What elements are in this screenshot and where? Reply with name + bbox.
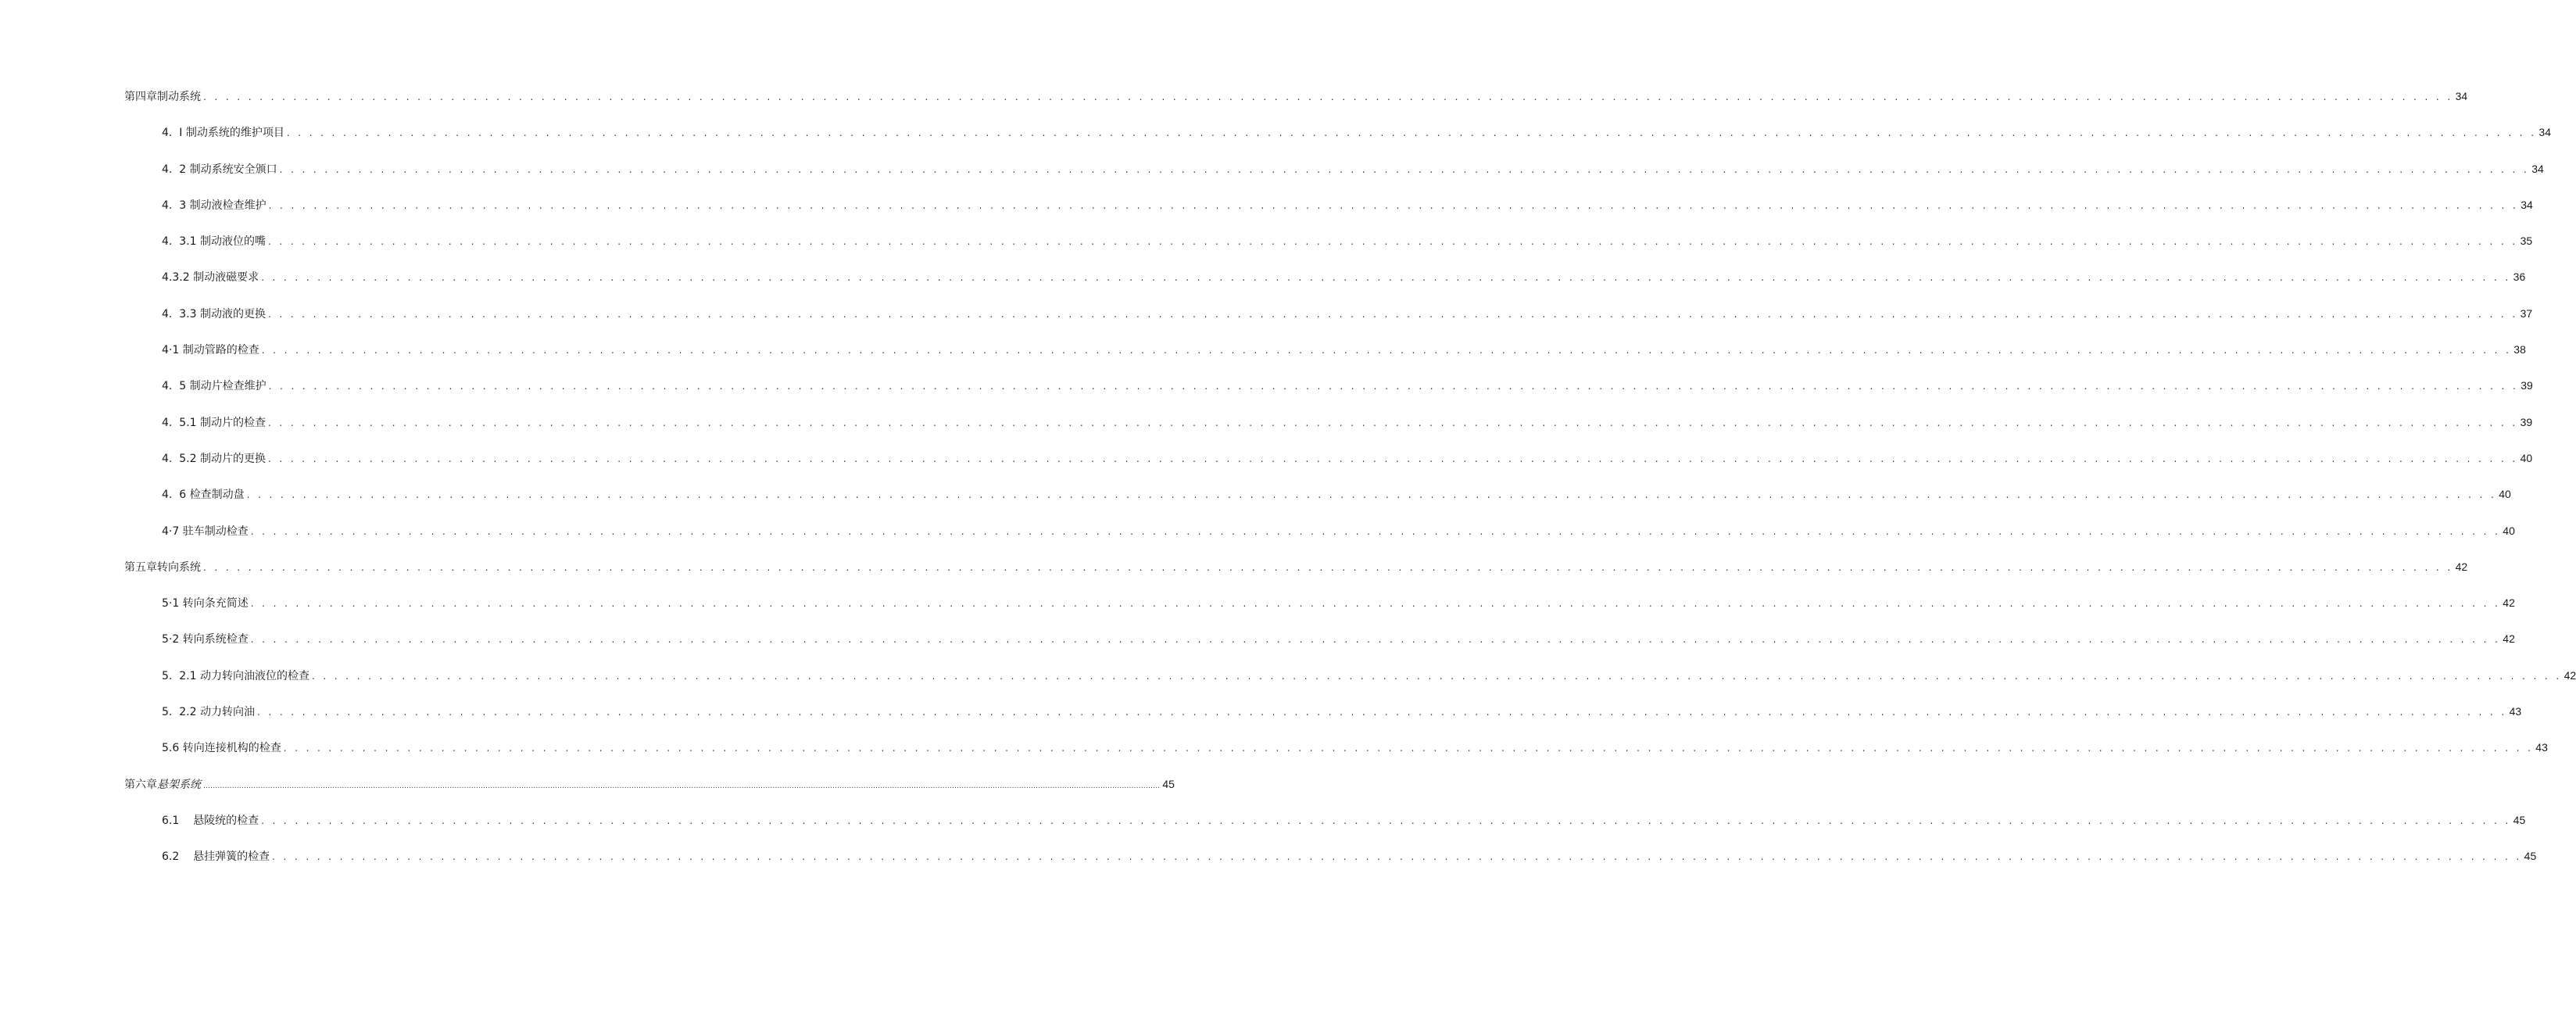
toc-page-number: 34	[2455, 90, 2468, 102]
toc-entry-title	[162, 306, 266, 323]
toc-section-row[interactable]	[0, 414, 2533, 449]
toc-section-row[interactable]	[0, 703, 2522, 739]
toc-section-row[interactable]	[0, 377, 2533, 413]
toc-section-row[interactable]	[0, 160, 2544, 196]
toc-entry-title	[162, 161, 277, 178]
toc-entry-title	[162, 595, 249, 612]
toc-entry-line	[162, 377, 2533, 394]
toc-entry-title-main: 5.6 转向连接机构的检查	[162, 742, 281, 755]
toc-section-row[interactable]	[0, 485, 2511, 521]
toc-page-number: 34	[2521, 198, 2533, 211]
toc-entry-title-main: 4. 3.3 制动液的更换	[162, 307, 266, 320]
toc-dot-leader: . . . . . . . . . . . . . . . . . . . . . . . . . . . . . . . . . . . . . . . . . . . . . . . . . . . . . . . . . . . . . . . . . . . . . . . . . . . . . . . . . . . . . . . . . . . . . . . . . . . . . . . . . . . . . . . . . . . . . . . . . . . . . . . . . . . . . . . . . . . . . . . . . . . . . . . . . . . . . . . . . . . . . . . . . . . . . . . . . . . . . . . . . . . . . . . . . . . . . . . .	[250, 598, 2501, 610]
toc-entry-title-main: 4. 2 制动系统安全颁口	[162, 163, 277, 176]
toc-section-row[interactable]	[0, 811, 2526, 847]
toc-entry-line	[162, 449, 2533, 467]
toc-page-number: 40	[2520, 451, 2533, 464]
toc-dot-leader: . . . . . . . . . . . . . . . . . . . . . . . . . . . . . . . . . . . . . . . . . . . . . . . . . . . . . . . . . . . . . . . . . . . . . . . . . . . . . . . . . . . . . . . . . . . . . . . . . . . . . . . . . . . . . . . . . . . . . . . . . . . . . . . . . . . . . . . . . . . . . . . . . . . . . . . . . . . . . . . . . . . . . . . . . . . . . . . . . . . . . . . . . . . . . . . . . . . . . . . .	[268, 381, 2519, 392]
toc-page-number: 34	[2538, 126, 2551, 139]
toc-entry-title-main: 第四章制动系统	[124, 91, 201, 103]
toc-page-number: 42	[2563, 668, 2576, 682]
toc-page-number: 39	[2520, 415, 2533, 428]
toc-entry-line	[162, 232, 2533, 249]
toc-dot-leader: . . . . . . . . . . . . . . . . . . . . . . . . . . . . . . . . . . . . . . . . . . . . . . . . . . . . . . . . . . . . . . . . . . . . . . . . . . . . . . . . . . . . . . . . . . . . . . . . . . . . . . . . . . . . . . . . . . . . . . . . . . . . . . . . . . . . . . . . . . . . . . . . . . . . . . . . . . . . . . . . . . . . . . . . . . . . . . . . . . . . . . . . . . . . . . . . . . . . . . . .	[261, 815, 2511, 826]
toc-dot-leader: . . . . . . . . . . . . . . . . . . . . . . . . . . . . . . . . . . . . . . . . . . . . . . . . . . . . . . . . . . . . . . . . . . . . . . . . . . . . . . . . . . . . . . . . . . . . . . . . . . . . . . . . . . . . . . . . . . . . . . . . . . . . . . . . . . . . . . . . . . . . . . . . . . . . . . . . . . . . . . . . . . . . . . . . . . . . . . . . . . . . . . . . . . . . . . . . . . . . . . . .	[261, 272, 2511, 284]
toc-dot-leader: . . . . . . . . . . . . . . . . . . . . . . . . . . . . . . . . . . . . . . . . . . . . . . . . . . . . . . . . . . . . . . . . . . . . . . . . . . . . . . . . . . . . . . . . . . . . . . . . . . . . . . . . . . . . . . . . . . . . . . . . . . . . . . . . . . . . . . . . . . . . . . . . . . . . . . . . . . . . . . . . . . . . . . . . . . . . . . . . . . . . . . . . . . . . . . . . . . . . . . . .	[267, 453, 2518, 464]
toc-page-number: 36	[2513, 270, 2526, 284]
toc-section-row[interactable]	[0, 268, 2526, 304]
toc-section-row[interactable]	[0, 196, 2533, 232]
toc-section-row[interactable]	[0, 522, 2515, 558]
toc-dot-leader: ................................................................................................................................................................................................................................................................................................................................................................................................................	[203, 782, 1161, 790]
toc-entry-line	[124, 88, 2468, 105]
toc-page-number: 38	[2513, 343, 2526, 356]
toc-page-number: 39	[2521, 379, 2533, 392]
toc-page-number: 37	[2520, 306, 2533, 320]
toc-dot-leader: . . . . . . . . . . . . . . . . . . . . . . . . . . . . . . . . . . . . . . . . . . . . . . . . . . . . . . . . . . . . . . . . . . . . . . . . . . . . . . . . . . . . . . . . . . . . . . . . . . . . . . . . . . . . . . . . . . . . . . . . . . . . . . . . . . . . . . . . . . . . . . . . . . . . . . . . . . . . . . . . . . . . . . . . . . . . . . . . . . . . . . . . . . . . . . . . . . . . . . . .	[272, 851, 2522, 863]
toc-dot-leader: . . . . . . . . . . . . . . . . . . . . . . . . . . . . . . . . . . . . . . . . . . . . . . . . . . . . . . . . . . . . . . . . . . . . . . . . . . . . . . . . . . . . . . . . . . . . . . . . . . . . . . . . . . . . . . . . . . . . . . . . . . . . . . . . . . . . . . . . . . . . . . . . . . . . . . . . . . . . . . . . . . . . . . . . . . . . . . . . . . . . . . . . . . . . . . . . . . . . . . . .	[246, 489, 2497, 501]
toc-entry-title	[162, 378, 267, 395]
toc-entry-title	[162, 486, 245, 503]
toc-page-number: 45	[2524, 850, 2537, 863]
toc-page-number: 34	[2531, 162, 2544, 175]
toc-entry-title	[162, 414, 266, 432]
toc-entry-line	[162, 522, 2515, 539]
toc-entry-line	[162, 630, 2515, 647]
toc-entry-line	[162, 667, 2576, 684]
toc-entry-title-main: 4·7 驻车制动检查	[162, 525, 249, 538]
toc-entry-title	[162, 704, 255, 721]
toc-entry-title-main: 5·1 转向条充简述	[162, 597, 249, 611]
toc-entry-title-main: 5. 2.1 动力转向油液位的检查	[162, 669, 309, 682]
toc-entry-title-main: 4. 3.1 制动液位的嘴	[162, 235, 266, 249]
toc-entry-title-main: 4. I 制动系统的维护项目	[162, 127, 284, 140]
toc-dot-leader: . . . . . . . . . . . . . . . . . . . . . . . . . . . . . . . . . . . . . . . . . . . . . . . . . . . . . . . . . . . . . . . . . . . . . . . . . . . . . . . . . . . . . . . . . . . . . . . . . . . . . . . . . . . . . . . . . . . . . . . . . . . . . . . . . . . . . . . . . . . . . . . . . . . . . . . . . . . . . . . . . . . . . . . . . . . . . . . . . . . . . . . . . . . . . . . . . . . . . . . .	[267, 308, 2518, 320]
toc-section-row[interactable]	[0, 667, 2576, 703]
toc-page-number: 35	[2520, 235, 2533, 248]
toc-entry-title-italic: 悬架系统	[157, 778, 201, 791]
toc-dot-leader: . . . . . . . . . . . . . . . . . . . . . . . . . . . . . . . . . . . . . . . . . . . . . . . . . . . . . . . . . . . . . . . . . . . . . . . . . . . . . . . . . . . . . . . . . . . . . . . . . . . . . . . . . . . . . . . . . . . . . . . . . . . . . . . . . . . . . . . . . . . . . . . . . . . . . . . . . . . . . . . . . . . . . . . . . . . . . . . . . . . . . . . . . . . . . . . . . . . . . . . .	[268, 199, 2519, 211]
toc-page-number: 45	[2513, 813, 2526, 826]
toc-page-number: 40	[2503, 524, 2515, 537]
toc-section-row[interactable]	[0, 739, 2548, 775]
toc-entry-line	[162, 196, 2533, 213]
toc-entry-title	[162, 269, 259, 286]
toc-entry-title-main: 第六章	[124, 778, 157, 791]
toc-section-row[interactable]	[0, 449, 2533, 485]
toc-dot-leader: . . . . . . . . . . . . . . . . . . . . . . . . . . . . . . . . . . . . . . . . . . . . . . . . . . . . . . . . . . . . . . . . . . . . . . . . . . . . . . . . . . . . . . . . . . . . . . . . . . . . . . . . . . . . . . . . . . . . . . . . . . . . . . . . . . . . . . . . . . . . . . . . . . . . . . . . . . . . . . . . . . . . . . . . . . . . . . . . . . . . . . . . . . . . . . . . . . . . . . . .	[203, 91, 2453, 102]
toc-chapter-row[interactable]	[0, 775, 1175, 811]
toc-page-number: 42	[2455, 560, 2468, 573]
toc-entry-line	[162, 124, 2551, 141]
toc-chapter-row[interactable]	[0, 558, 2468, 594]
toc-entry-title-main: 4·1 制动管路的检查	[162, 344, 259, 357]
toc-entry-line	[162, 305, 2533, 322]
toc-entry-title	[162, 124, 284, 141]
toc-entry-line	[162, 811, 2526, 829]
toc-dot-leader: . . . . . . . . . . . . . . . . . . . . . . . . . . . . . . . . . . . . . . . . . . . . . . . . . . . . . . . . . . . . . . . . . . . . . . . . . . . . . . . . . . . . . . . . . . . . . . . . . . . . . . . . . . . . . . . . . . . . . . . . . . . . . . . . . . . . . . . . . . . . . . . . . . . . . . . . . . . . . . . . . . . . . . . . . . . . . . . . . . . . . . . . . . . . . . . . . . . . . . . .	[261, 345, 2512, 356]
toc-section-row[interactable]	[0, 594, 2515, 630]
toc-entry-title	[162, 450, 266, 467]
toc-dot-leader: . . . . . . . . . . . . . . . . . . . . . . . . . . . . . . . . . . . . . . . . . . . . . . . . . . . . . . . . . . . . . . . . . . . . . . . . . . . . . . . . . . . . . . . . . . . . . . . . . . . . . . . . . . . . . . . . . . . . . . . . . . . . . . . . . . . . . . . . . . . . . . . . . . . . . . . . . . . . . . . . . . . . . . . . . . . . . . . . . . . . . . . . . . . . . . . . . . . . . . . .	[267, 417, 2518, 428]
toc-entry-title	[124, 776, 201, 793]
toc-page-number: 45	[1162, 777, 1175, 790]
toc-dot-leader: . . . . . . . . . . . . . . . . . . . . . . . . . . . . . . . . . . . . . . . . . . . . . . . . . . . . . . . . . . . . . . . . . . . . . . . . . . . . . . . . . . . . . . . . . . . . . . . . . . . . . . . . . . . . . . . . . . . . . . . . . . . . . . . . . . . . . . . . . . . . . . . . . . . . . . . . . . . . . . . . . . . . . . . . . . . . . . . . . . . . . . . . . . . . . . . . . . . . . . . .	[203, 561, 2453, 573]
toc-entry-title	[162, 848, 270, 865]
toc-section-row[interactable]	[0, 232, 2533, 268]
toc-entry-line	[162, 847, 2537, 865]
toc-dot-leader: . . . . . . . . . . . . . . . . . . . . . . . . . . . . . . . . . . . . . . . . . . . . . . . . . . . . . . . . . . . . . . . . . . . . . . . . . . . . . . . . . . . . . . . . . . . . . . . . . . . . . . . . . . . . . . . . . . . . . . . . . . . . . . . . . . . . . . . . . . . . . . . . . . . . . . . . . . . . . . . . . . . . . . . . . . . . . . . . . . . . . . . . . . . . . . . . . . . . . . . .	[267, 236, 2518, 248]
toc-entry-line	[162, 703, 2522, 720]
toc-section-row[interactable]	[0, 847, 2537, 883]
toc-entry-line	[162, 594, 2515, 611]
toc-entry-title	[162, 342, 259, 359]
toc-entry-title-main: 5. 2.2 动力转向油	[162, 706, 255, 719]
toc-entry-line	[124, 775, 1175, 793]
toc-entry-title	[162, 233, 266, 250]
toc-entry-title-main: 第五章转向系统	[124, 560, 201, 574]
toc-dot-leader: . . . . . . . . . . . . . . . . . . . . . . . . . . . . . . . . . . . . . . . . . . . . . . . . . . . . . . . . . . . . . . . . . . . . . . . . . . . . . . . . . . . . . . . . . . . . . . . . . . . . . . . . . . . . . . . . . . . . . . . . . . . . . . . . . . . . . . . . . . . . . . . . . . . . . . . . . . . . . . . . . . . . . . . . . . . . . . . . . . . . . . . . . . . . . . . . . . . . . . . .	[256, 707, 2507, 718]
toc-entry-title-main: 4. 5.1 制动片的检查	[162, 416, 266, 429]
table-of-contents	[0, 88, 2576, 884]
toc-entry-line	[162, 485, 2511, 503]
toc-entry-title	[124, 88, 201, 106]
toc-dot-leader: . . . . . . . . . . . . . . . . . . . . . . . . . . . . . . . . . . . . . . . . . . . . . . . . . . . . . . . . . . . . . . . . . . . . . . . . . . . . . . . . . . . . . . . . . . . . . . . . . . . . . . . . . . . . . . . . . . . . . . . . . . . . . . . . . . . . . . . . . . . . . . . . . . . . . . . . . . . . . . . . . . . . . . . . . . . . . . . . . . . . . . . . . . . . . . . . . . . . . . . .	[250, 634, 2501, 646]
toc-chapter-row[interactable]	[0, 88, 2468, 124]
toc-entry-line	[162, 414, 2533, 431]
toc-entry-title-main: 4. 5.2 制动片的更换	[162, 452, 266, 465]
toc-dot-leader: . . . . . . . . . . . . . . . . . . . . . . . . . . . . . . . . . . . . . . . . . . . . . . . . . . . . . . . . . . . . . . . . . . . . . . . . . . . . . . . . . . . . . . . . . . . . . . . . . . . . . . . . . . . . . . . . . . . . . . . . . . . . . . . . . . . . . . . . . . . . . . . . . . . . . . . . . . . . . . . . . . . . . . . . . . . . . . . . . . . . . . . . . . . . . . . . . . . . . . . .	[279, 163, 2530, 175]
toc-section-row[interactable]	[0, 341, 2526, 377]
toc-dot-leader: . . . . . . . . . . . . . . . . . . . . . . . . . . . . . . . . . . . . . . . . . . . . . . . . . . . . . . . . . . . . . . . . . . . . . . . . . . . . . . . . . . . . . . . . . . . . . . . . . . . . . . . . . . . . . . . . . . . . . . . . . . . . . . . . . . . . . . . . . . . . . . . . . . . . . . . . . . . . . . . . . . . . . . . . . . . . . . . . . . . . . . . . . . . . . . . . . . . . . . . .	[250, 525, 2501, 537]
toc-entry-line	[124, 558, 2468, 575]
toc-dot-leader: . . . . . . . . . . . . . . . . . . . . . . . . . . . . . . . . . . . . . . . . . . . . . . . . . . . . . . . . . . . . . . . . . . . . . . . . . . . . . . . . . . . . . . . . . . . . . . . . . . . . . . . . . . . . . . . . . . . . . . . . . . . . . . . . . . . . . . . . . . . . . . . . . . . . . . . . . . . . . . . . . . . . . . . . . . . . . . . . . . . . . . . . . . . . . . . . . . . . . . . .	[286, 127, 2537, 139]
toc-entry-title-main: 4.3.2 制动液磁要求	[162, 271, 259, 285]
toc-entry-title	[162, 631, 249, 648]
toc-entry-title-main: 6.2 悬挂弹簧的检查	[162, 850, 270, 864]
toc-section-row[interactable]	[0, 630, 2515, 666]
toc-entry-title	[162, 739, 281, 757]
toc-section-row[interactable]	[0, 305, 2533, 341]
toc-entry-title	[162, 197, 267, 214]
toc-entry-title-main: 4. 6 检查制动盘	[162, 489, 245, 502]
toc-entry-line	[162, 268, 2526, 285]
toc-entry-title	[162, 523, 249, 540]
toc-dot-leader: . . . . . . . . . . . . . . . . . . . . . . . . . . . . . . . . . . . . . . . . . . . . . . . . . . . . . . . . . . . . . . . . . . . . . . . . . . . . . . . . . . . . . . . . . . . . . . . . . . . . . . . . . . . . . . . . . . . . . . . . . . . . . . . . . . . . . . . . . . . . . . . . . . . . . . . . . . . . . . . . . . . . . . . . . . . . . . . . . . . . . . . . . . . . . . . . . . . . . . . .	[283, 743, 2534, 754]
toc-entry-title-main: 5·2 转向系统检查	[162, 633, 249, 646]
toc-page-number: 43	[2509, 705, 2522, 718]
toc-page-number: 42	[2503, 632, 2515, 646]
toc-entry-line	[162, 160, 2544, 177]
toc-page-number: 40	[2499, 488, 2511, 501]
toc-section-row[interactable]	[0, 124, 2551, 159]
toc-dot-leader: . . . . . . . . . . . . . . . . . . . . . . . . . . . . . . . . . . . . . . . . . . . . . . . . . . . . . . . . . . . . . . . . . . . . . . . . . . . . . . . . . . . . . . . . . . . . . . . . . . . . . . . . . . . . . . . . . . . . . . . . . . . . . . . . . . . . . . . . . . . . . . . . . . . . . . . . . . . . . . . . . . . . . . . . . . . . . . . . . . . . . . . . . . . . . . . . . . . . . . . .	[311, 670, 2562, 682]
toc-page-number: 42	[2503, 596, 2515, 610]
toc-entry-line	[162, 739, 2548, 756]
toc-entry-line	[162, 341, 2526, 358]
toc-entry-title-main: 4. 5 制动片检查维护	[162, 380, 267, 393]
toc-entry-title-main: 6.1 悬陵统的检查	[162, 814, 259, 827]
toc-entry-title	[162, 668, 309, 685]
toc-entry-title	[162, 812, 259, 829]
toc-entry-title	[124, 559, 201, 576]
toc-entry-title-main: 4. 3 制动液检查维护	[162, 199, 267, 212]
toc-page-number: 43	[2535, 741, 2548, 754]
